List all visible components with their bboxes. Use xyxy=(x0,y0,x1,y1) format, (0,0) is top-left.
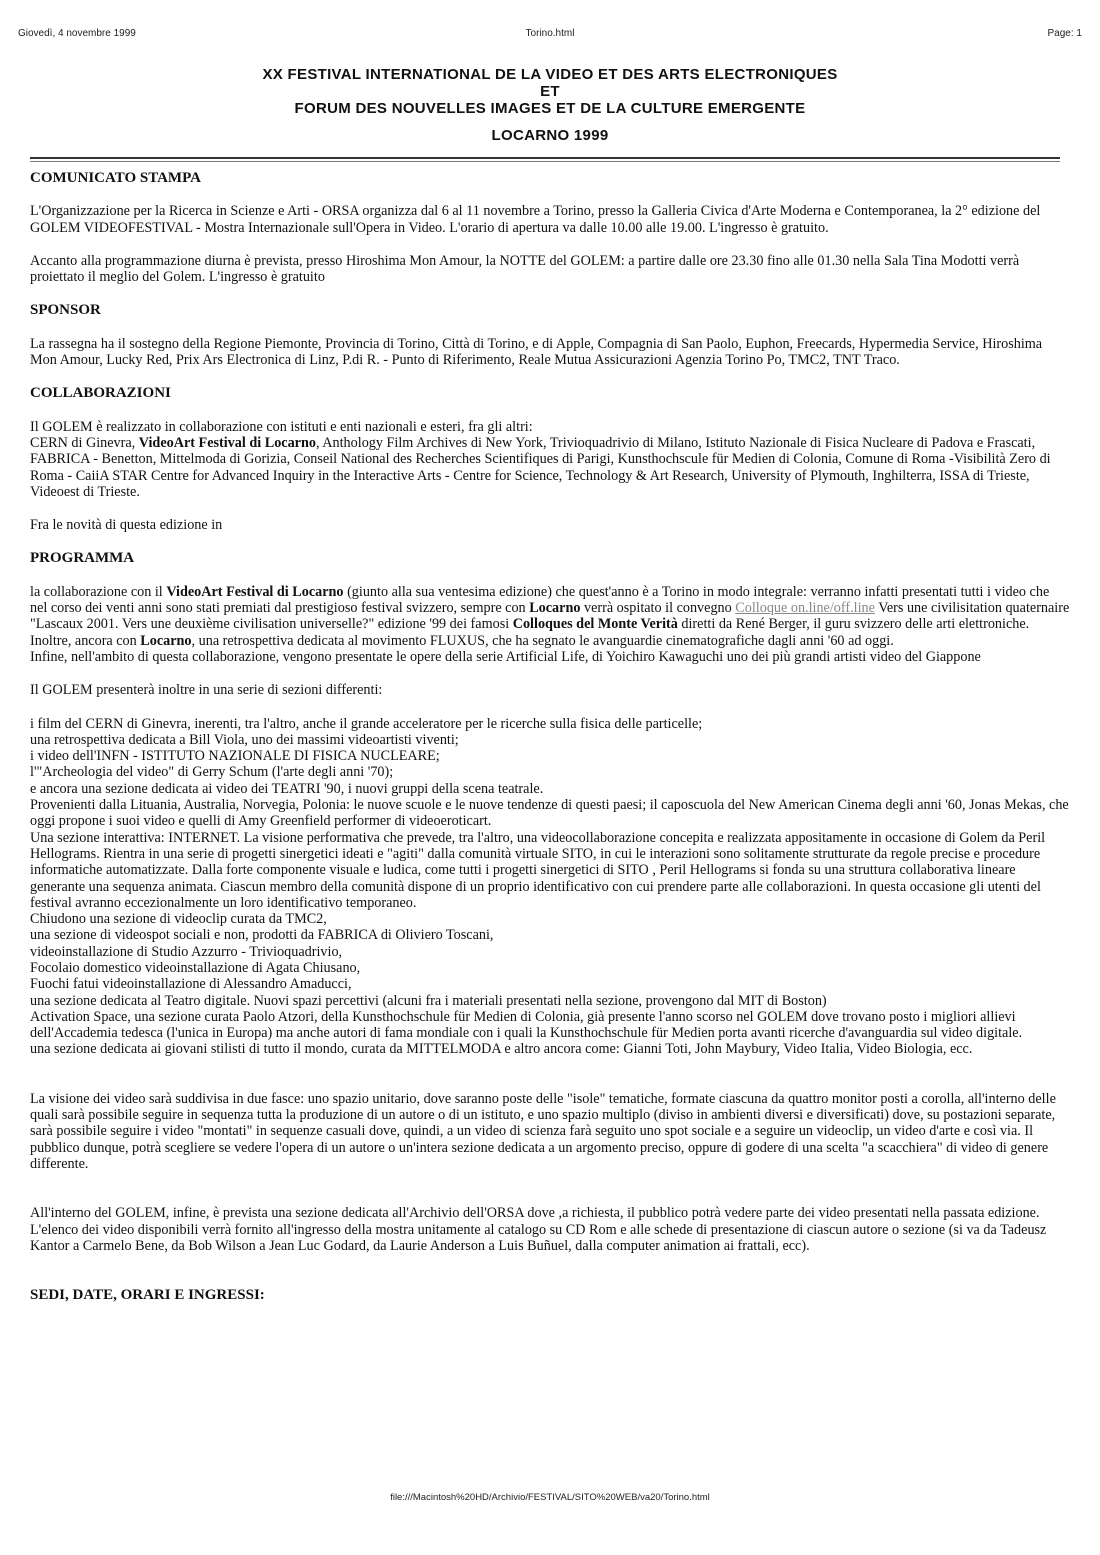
list-item: una sezione di videospot sociali e non, prodotti da FABRICA di Oliviero Toscani, xyxy=(30,927,494,944)
sezioni-list xyxy=(30,716,1070,1058)
header-page-number: Page: 1 xyxy=(1047,28,1082,39)
paragraph-programma-3: Infine, nell'ambito di questa collaborazione, vengono presentate le opere della serie Artificial Life, di Yoichiro Kawaguchi uno dei più grandi artisti video del Giappone xyxy=(30,648,981,665)
heading-collaborazioni: COLLABORAZIONI xyxy=(30,385,171,402)
paragraph-programma-2 xyxy=(30,633,1070,649)
list-item: Chiudono una sezione di videoclip curata da TMC2, xyxy=(30,911,327,928)
heading-comunicato: COMUNICATO STAMPA xyxy=(30,170,201,186)
collab-text-a: CERN di Ginevra, xyxy=(30,434,139,451)
list-item: Una sezione interattiva: INTERNET. La visione performativa che prevede, tra l'altro, una videocollaborazione concepita e realizzata appositamente in occasione di Golem da Peril Hellograms. Rientra in una serie di progetti sinergetici ideati e "agiti" dalla comunità virtuale SITO, in cui le interazioni sono solitamente strutturate da regole precise e procedure informatiche automatizzate. Dalla forte componente visuale e ludica, come tutti i progetti sinergetici di SITO , Peril Hellograms si fonda su una struttura collaborativa lineare generante una sequenza animata. Ciascun membro della comunità dispone di un proprio identificativo con cui prendere parte alle collaborazioni. In questa occasione gli utenti del festival avranno eccezionalmente un loro identificativo temporaneo. xyxy=(30,829,1046,911)
paragraph-sezioni-intro: Il GOLEM presenterà inoltre in una serie di sezioni differenti: xyxy=(30,682,383,699)
header-filename: Torino.html xyxy=(525,28,575,39)
paragraph-collab-list xyxy=(30,435,1070,500)
list-item: una sezione dedicata ai giovani stilisti di tutto il mondo, curata da MITTELMODA e altro ancora come: Gianni Toti, John Maybury, Video Italia, Video Biologia, ecc. xyxy=(30,1041,973,1058)
prog2-text-c: , una retrospettiva dedicata al movimento FLUXUS, che ha segnato le avanguardie cinematografiche dagli anni '60 ad oggi. xyxy=(191,632,894,649)
list-item: i film del CERN di Ginevra, inerenti, tra l'altro, anche il grande acceleratore per le ricerche sulla fisica delle particelle; xyxy=(30,715,703,732)
paragraph-archivio: All'interno del GOLEM, infine, è prevista una sezione dedicata all'Archivio dell'ORSA dove ,a richiesta, il pubblico potrà vedere parte dei video presentati nella passata edizione. L'elenco dei video disponibili verrà fornito all'ingresso della mostra unitamente al catalogo su CD Rom e alle schede di presentazione di ciascun autore o sezione (si va da Tadeusz Kantor a Carmelo Bene, da Bob Wilson a Jean Luc Godard, da Laurie Anderson a Luis Buñuel, dalla computer animation ai frattali, ecc). xyxy=(30,1205,1047,1254)
prog-text-i: diretti da René Berger, il guru svizzero delle arti elettroniche. xyxy=(677,616,1030,633)
paragraph-intro-1: L'Organizzazione per la Ricerca in Scienze e Arti - ORSA organizza dal 6 al 11 novembre a Torino, presso la Galleria Civica d'Arte Moderna e Contemporanea, la 2° edizione del GOLEM VIDEOFESTIVAL - Mostra Internazionale sull'Opera in Video. L'orario di apertura va dalle 10.00 alle 19.00. L'ingresso è gratuito. xyxy=(30,203,1041,236)
prog2-locarno: Locarno xyxy=(140,632,192,649)
heading-programma: PROGRAMMA xyxy=(30,550,135,567)
list-item: Focolaio domestico videoinstallazione di Agata Chiusano, xyxy=(30,959,361,976)
list-item: Provenienti dalla Lituania, Australia, Norvegia, Polonia: le nuove scuole e le nuove tendenze di questi paesi; il caposcuola del New American Cinema degli anni '60, Jonas Mekas, che oggi propone i suoi video e quelli di Amy Greenfield performer di videoeroticart. xyxy=(30,797,1069,830)
prog-text-a: la collaborazione con il xyxy=(30,583,167,600)
list-item: i video dell'INFN - ISTITUTO NAZIONALE DI FISICA NUCLEARE; xyxy=(30,748,440,765)
heading-sedi: SEDI, DATE, ORARI E INGRESSI: xyxy=(30,1287,265,1304)
list-item: Activation Space, una sezione curata Paolo Atzori, della Kunsthochschule für Medien di Colonia, già presente l'anno scorso nel GOLEM dove trovano posto i migliori allievi dell'Accademia tedesca (l'unica in Europa) ma anche autori di fama mondiale con i quali la Kunsthochschule für Medien porta avanti ricerche d'avanguardia sul video digitale. xyxy=(30,1008,1023,1042)
list-item: e ancora una sezione dedicata ai video dei TEATRI '90, i nuovi gruppi della scena teatrale. xyxy=(30,780,544,797)
prog-colloques: Colloques del Monte Verità xyxy=(512,616,678,633)
heading-sponsor: SPONSOR xyxy=(30,302,101,319)
prog-text-g: Vers une civilisitation quaternaire "Lascaux 2001. Vers une deuxième civilisation universelle?" edizione '99 dei famosi xyxy=(30,600,1070,633)
press-release-body xyxy=(30,170,1070,1303)
header-date: Giovedì, 4 novembre 1999 xyxy=(18,28,136,39)
festival-title xyxy=(0,66,1100,144)
prog-text-e: verrà ospitato il convegno xyxy=(580,600,736,617)
title-line-3: FORUM DES NOUVELLES IMAGES ET DE LA CULTURE EMERGENTE xyxy=(294,100,806,117)
prog-locarno-festival: VideoArt Festival di Locarno xyxy=(166,583,344,600)
title-line-1: XX FESTIVAL INTERNATIONAL DE LA VIDEO ET DES ARTS ELECTRONIQUES xyxy=(262,66,838,83)
paragraph-novita: Fra le novità di questa edizione in xyxy=(30,517,223,534)
prog2-text-a: Inoltre, ancora con xyxy=(30,632,141,649)
paragraph-sponsor: La rassegna ha il sostegno della Regione Piemonte, Provincia di Torino, Città di Torino, e di Apple, Compagnia di San Paolo, Euphon, Freecards, Hypermedia Service, Hiroshima Mon Amour, Lucky Red, Prix Ars Electronica di Linz, P.di R. - Punto di Riferimento, Reale Mutua Assicurazioni Agenzia Torino Po, TMC2, TNT Traco. xyxy=(30,335,1043,369)
paragraph-intro-2: Accanto alla programmazione diurna è prevista, presso Hiroshima Mon Amour, la NOTTE del GOLEM: a partire dalle ore 23.30 fino alle 01.30 nella Sala Tina Modotti verrà proiettato il meglio del Golem. L'ingresso è gratuito xyxy=(30,252,1020,286)
paragraph-visione: La visione dei video sarà suddivisa in due fasce: uno spazio unitario, dove saranno poste delle "isole" tematiche, formate ciascuna da quattro monitor posti a corolla, all'interno delle quali sarà possibile seguire in sequenza tutta la produzione di un autore o di un istituto, e uno spazio multiplo (diviso in ambienti diversi e diversificati) dove, su postazioni separate, sarà possibile seguire i video "montati" in sequenze casuali dove, quindi, a un video di scienza farà seguito uno spot sociale e a seguire un videoclip, un video d'arte e così via. Il pubblico dunque, potrà scegliere se vedere l'opera di un autore o un'intera sezione dedicata a un argomento preciso, oppure di godere di una scelta "a scacchiera" di video di genere differente. xyxy=(30,1090,1056,1172)
colloque-link[interactable]: Colloque on.line/off.line xyxy=(735,600,875,617)
prog-locarno: Locarno xyxy=(529,600,581,617)
list-item: Fuochi fatui videoinstallazione di Alessandro Amaducci, xyxy=(30,976,352,993)
title-divider xyxy=(30,157,1060,159)
collab-text-c: , Anthology Film Archives di New York, Trivioquadrivio di Milano, Istituto Nazionale di Fisica Nucleare di Padova e Frascati, FABRICA - Benetton, Mittelmoda di Gorizia, Conseil National des Recherches Scientifiques di Parigi, Kunsthochscule für Medien di Colonia, Comune di Roma -Visibilità Zero di Roma - CaiiA STAR Centre for Advanced Inquiry in the Interactive Arts - Centre for Science, Technology & Art Research, University of Plymouth, Inghilterra, ISSA di Trieste, Videoest di Trieste. xyxy=(30,434,1051,500)
title-location: LOCARNO 1999 xyxy=(491,127,609,144)
list-item: una retrospettiva dedicata a Bill Viola, uno dei massimi videoartisti viventi; xyxy=(30,731,459,748)
paragraph-programma-1 xyxy=(30,584,1070,633)
list-item: l'"Archeologia del video" di Gerry Schum (l'arte degli anni '70); xyxy=(30,764,394,781)
footer-file-path: file:///Macintosh%20HD/Archivio/FESTIVAL/SITO%20WEB/va20/Torino.html xyxy=(390,1492,710,1503)
list-item: videoinstallazione di Studio Azzurro - Trivioquadrivio, xyxy=(30,943,343,960)
title-divider-thin xyxy=(30,161,1060,162)
paragraph-collab-intro: Il GOLEM è realizzato in collaborazione con istituti e enti nazionali e esteri, fra gli altri: xyxy=(30,418,533,435)
prog-text-c: (giunto alla sua ventesima edizione) che quest'anno è a Torino in modo integrale: verranno infatti presentati tutti i video che nel corso dei venti anni sono stati premiati dal prestigioso festival svizzero, sempre con xyxy=(30,583,1050,617)
title-line-2: ET xyxy=(540,83,560,100)
list-item: una sezione dedicata al Teatro digitale. Nuovi spazi percettivi (alcuni fra i materiali presentati nella sezione, provengono dal MIT di Boston) xyxy=(30,992,827,1009)
collab-locarno: VideoArt Festival di Locarno xyxy=(138,434,316,451)
